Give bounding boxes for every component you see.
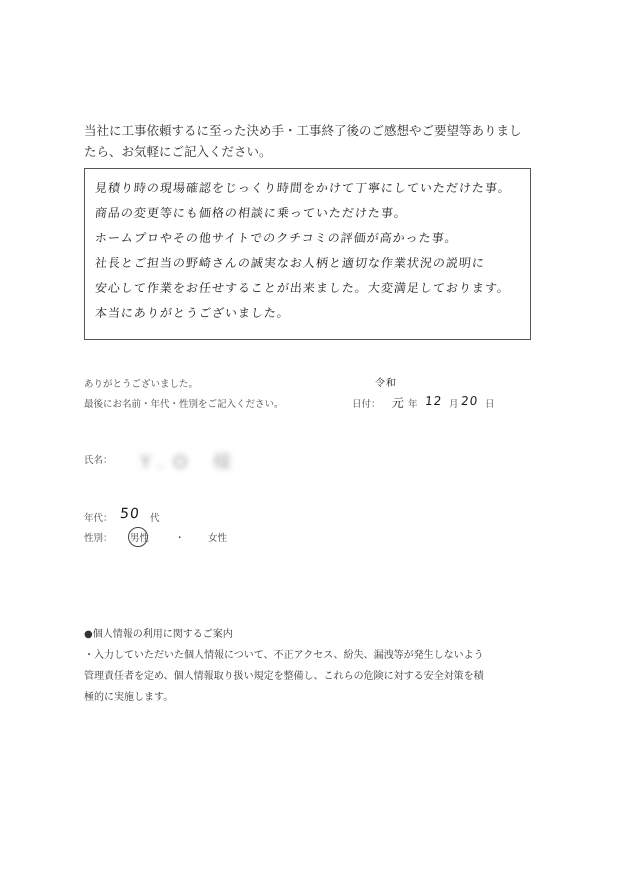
answer-line-2: 商品の変更等にも価格の相談に乗っていただけた事。 [94,206,408,220]
question-text [84,120,554,162]
date-year: 元 [391,396,406,410]
answer-line-3: ホームプロやその他サイトでのクチコミの評価が高かった事。 [94,231,459,245]
name-value: Y.O 様 [140,452,241,473]
date-year-unit: 年 [408,399,418,410]
privacy-section [84,624,544,708]
privacy-line-1: ・入力していただいた個人情報について、不正アクセス、紛失、漏洩等が発生しないよう [84,650,484,661]
gender-separator: ・ [175,533,185,544]
date-day: 20 [460,394,480,408]
question-line-2: たら、お気軽にご記入ください。 [84,144,272,159]
date-month: 12 [424,394,444,408]
question-line-1: 当社に工事依頼するに至った決め手・工事終了後のご感想やご要望等ありまし [84,123,522,138]
privacy-line-2: 管理責任者を定め、個人情報取り扱い規定を整備し、これらの危険に対する安全対策を積 [84,671,484,682]
date-month-unit: 月 [449,399,459,410]
date-day-unit: 日 [485,399,495,410]
date-label: 日付： [352,399,381,410]
answer-line-4: 社長とご担当の野崎さんの誠実なお人柄と適切な作業状況の説明に [94,256,486,270]
age-unit: 代 [150,513,160,524]
age-label: 年代： [84,513,113,524]
gender-male-circle [128,527,148,547]
request-text: 最後にお名前・年代・性別をご記入ください。 [84,399,284,410]
date-era: 令和 [374,378,398,389]
answer-line-6: 本当にありがとうございました。 [94,306,291,320]
answer-box [84,168,531,340]
age-value: 50 [119,506,141,522]
gender-male-label: 男性 [130,533,150,544]
name-label: 氏名： [84,455,113,466]
answer-line-5: 安心して作業をお任せすることが出来ました。大変満足しております。 [94,281,511,295]
privacy-line-3: 極的に実施します。 [84,692,174,703]
answer-line-1: 見積り時の現場確認をじっくり時間をかけて丁寧にしていただけた事。 [94,181,512,195]
privacy-heading: ●個人情報の利用に関するご案内 [84,629,233,640]
thanks-text: ありがとうございました。 [84,379,199,390]
gender-female: 女性 [208,533,228,544]
gender-label: 性別： [84,533,113,544]
